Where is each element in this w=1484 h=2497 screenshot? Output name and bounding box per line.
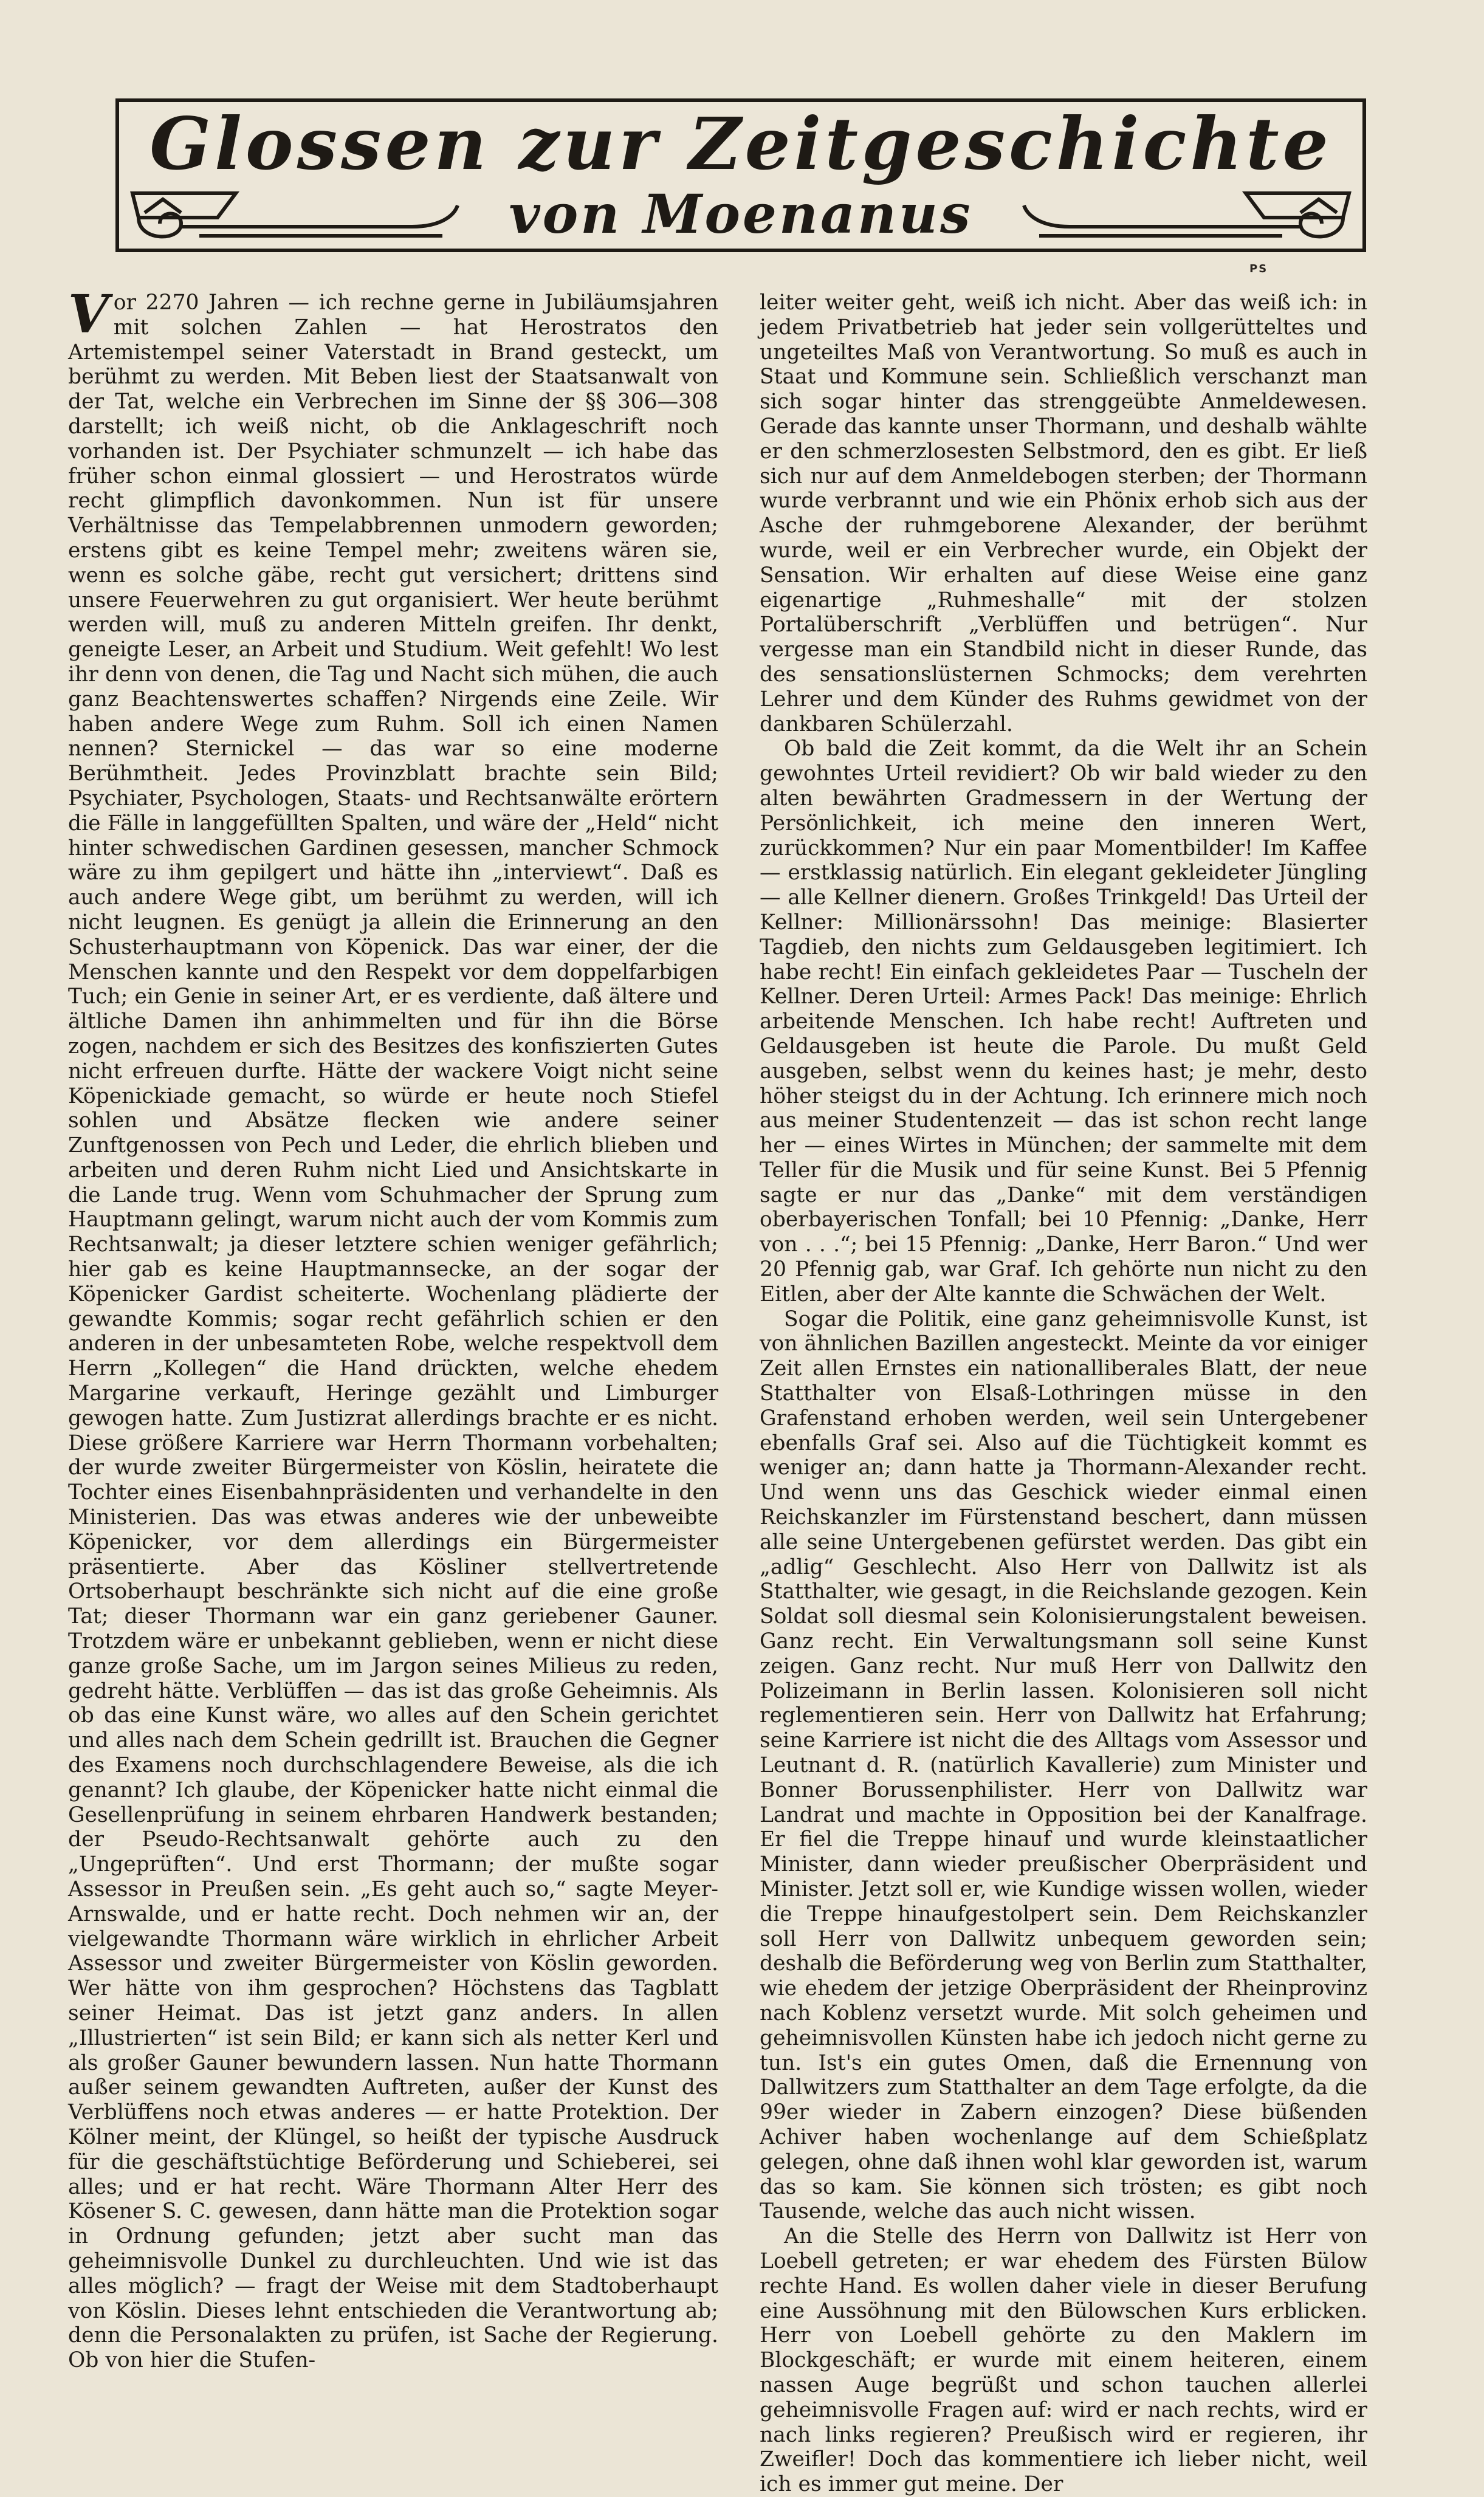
paragraph (68, 284, 718, 2373)
paragraph: Sogar die Politik, eine ganz geheimnisvolle Kunst, ist von ähnlichen Bazillen angesteckt. Meinte da vor einiger Zeit allen Ernstes ein nationalliberales Blatt, der neue Statthalter von Elsaß-Lothringen müsse in den Grafenstand erhoben werden, weil sein Untergebener ebenfalls Graf sei. Also auf die Tüchtigkeit kommt es weniger an; dann hatte ja Thormann-Alexander recht. Und wenn uns das Geschick wieder einmal einen Reichskanzler im Fürstenstand beschert, dann müssen alle seine Untergebenen gefürstet werden. Das gibt ein „adlig“ Geschlecht. Also Herr von Dallwitz ist als Statthalter, wie gesagt, in die Reichslande gezogen. Kein Soldat soll diesmal sein Kolonisierungstalent beweisen. Ganz recht. Ein Verwaltungsmann soll seine Kunst zeigen. Ganz recht. Nur muß Herr von Dallwitz den Polizeimann in Berlin lassen. Kolonisieren soll nicht reglementieren sein. Herr von Dallwitz hat Erfahrung; seine Karriere ist nicht die des Alltags vom Assessor und Leutnant d. R. (natürlich Kavallerie) zum Minister und Bonner Borussenphilister. Herr von Dallwitz war Landrat und machte in Opposition bei der Kanalfrage. Er fiel die Treppe hinauf und wurde kleinstaatlicher Minister, dann wieder preußischer Oberpräsident und Minister. Jetzt soll er, wie Kundige wissen wollen, wieder die Treppe hinaufgestolpert sein. Dem Reichskanzler soll Herr von Dallwitz unbequem geworden sein; deshalb die Beförderung weg von Berlin zum Statthalter, wie ehedem der jetzige Oberpräsident der Rheinprovinz nach Koblenz versetzt wurde. Mit solch geheimen und geheimnisvollen Künsten habe ich jedoch nicht gerne zu tun. Ist's ein gutes Omen, daß die Ernennung von Dallwitzers zum Statthalter an dem Tage erfolgte, da die 99er wieder in Zabern einzogen? Diese büßenden Achiver haben wochenlange auf dem Schießplatz gelegen, ohne daß ihnen wohl klar geworden ist, warum das so kam. Sie können sich trösten; es gibt noch Tausende, welche das auch nicht wissen. (760, 1307, 1367, 2224)
paragraph: Ob bald die Zeit kommt, da die Welt ihr an Schein gewohntes Urteil revidiert? Ob wir bald wieder zu den alten bewährten Gradmessern in der Wertung der Persönlichkeit, ich meine den inneren Wert, zurückkommen? Nur ein paar Momentbilder! Im Kaffee — erstklassig natürlich. Ein elegant gekleideter Jüngling — alle Kellner dienern. Großes Trinkgeld! Das Urteil der Kellner: Millionärssohn! Das meinige: Blasierter Tagdieb, den nichts zum Geldausgeben legitimiert. Ich habe recht! Ein einfach gekleidetes Paar — Tuscheln der Kellner. Deren Urteil: Armes Pack! Das meinige: Ehrlich arbeitende Menschen. Ich habe recht! Auftreten und Geldausgeben ist heute die Parole. Du mußt Geld ausgeben, selbst wenn du keines hast; je mehr, desto höher steigst du in der Achtung. Ich erinnere mich noch aus meiner Studentenzeit — das ist schon recht lange her — eines Wirtes in München; der sammelte mit dem Teller für die Musik und für seine Kunst. Bei 5 Pfennig sagte er nur das „Danke“ mit dem verständigen oberbayerischen Tonfall; bei 10 Pfennig: „Danke, Herr von . . .“; bei 15 Pfennig: „Danke, Herr Baron.“ Und wer 20 Pfennig gab, war Graf. Ich gehörte nun nicht zu den Eitlen, aber der Alte kannte die Schwächen der Welt. (760, 737, 1367, 1307)
article-column-left (68, 284, 718, 2373)
paragraph: An die Stelle des Herrn von Dallwitz ist Herr von Loebell getreten; er war ehedem des Fürsten Bülow rechte Hand. Es wollen daher viele in dieser Berufung eine Aussöhnung mit den Bülowschen Kurs erblicken. Herr von Loebell gehörte zu den Maklern im Blockgeschäft; er wurde mit einem heiteren, einem nassen Auge begrüßt und schon tauchen allerlei geheimnisvolle Fragen auf: wird er nach rechts, wird er nach links regieren? Preußisch wird er regieren, ihr Zweifler! Doch das kommentiere ich lieber nicht, weil ich es immer gut meine. Der (760, 2224, 1367, 2497)
paragraph: leiter weiter geht, weiß ich nicht. Aber das weiß ich: in jedem Privatbetrieb hat jeder sein vollgerütteltes und ungeteiltes Maß von Verantwortung. So muß es auch in Staat und Kommune sein. Schließlich verschanzt man sich sogar hinter das strenggeübte Anmeldewesen. Gerade das kannte unser Thormann, und deshalb wählte er den schmerzlosesten Selbstmord, den es gibt. Er ließ sich nur auf dem Anmeldebogen sterben; der Thormann wurde verbrannt und wie ein Phönix erhob sich aus der Asche der ruhmgeborene Alexander, der berühmt wurde, weil er ein Verbrecher wurde, ein Objekt der Sensation. Wir erhalten auf diese Weise eine ganz eigenartige „Ruhmeshalle“ mit der stolzen Portalüberschrift „Verblüffen und betrügen“. Nur vergesse man ein Standbild nicht in dieser Runde, das des sensationslüsternen Schmocks; dem verehrten Lehrer und dem Künder des Ruhms gewidmet von der dankbaren Schülerzahl. (760, 290, 1367, 737)
scroll-ornament-left-icon (126, 181, 467, 248)
masthead-title: Glossen zur Zeitgeschichte (149, 101, 1332, 186)
paragraph-text: or 2270 Jahren — ich rechne gerne in Jubiläumsjahren mit solchen Zahlen — hat Herostratos den Artemistempel seiner Vaterstadt in Brand gesteckt, um berühmt zu werden. Mit Beben liest der Staatsanwalt von der Tat, welche ein Verbrechen im Sinne der §§ 306—308 darstellt; ich weiß nicht, ob die Anklageschrift noch vorhanden ist. Der Psychiater schmunzelt — ich habe das früher schon einmal glossiert — und Herostratos würde recht glimpflich davonkommen. Nun ist für unsere Verhältnisse das Tempelabbrennen unmodern geworden; erstens gibt es keine Tempel mehr; zweitens wären sie, wenn es solche gäbe, recht gut versichert; drittens sind unsere Feuerwehren zu gut organisiert. Wer heute berühmt werden will, muß zu anderen Mitteln greifen. Ihr denkt, geneigte Leser, an Arbeit und Studium. Weit gefehlt! Wo lest ihr denn von denen, die Tag und Nacht sich mühen, die auch ganz Beachtenswertes schaffen? Nirgends eine Zeile. Wir haben andere Wege zum Ruhm. Soll ich einen Namen nennen? Sternickel — das war so eine moderne Berühmtheit. Jedes Provinzblatt brachte sein Bild; Psychiater, Psychologen, Staats- und Rechtsanwälte erörtern die Fälle in langgefüllten Spalten, und wäre der „Held“ nicht hinter schwedischen Gardinen gesessen, mancher Schmock wäre zu ihm gepilgert und hätte ihn „interviewt“. Daß es auch andere Wege gibt, um berühmt zu werden, will ich nicht leugnen. Es genügt ja allein die Erinnerung an den Schusterhauptmann von Köpenick. Das war einer, der die Menschen kannte und den Respekt vor dem doppelfarbigen Tuch; ein Genie in seiner Art, er es verdiente, daß ältere und ältliche Damen ihn anhimmelten und für ihn die Börse zogen, nachdem er sich des Besitzes des konfiszierten Gutes nicht erfreuen durfte. Hätte der wackere Voigt nicht seine Köpenickiade gemacht, so würde er heute noch Stiefel sohlen und Absätze flecken wie andere seiner Zunftgenossen von Pech und Leder, die ehrlich blieben und arbeiten und deren Ruhm nicht Lied und Ansichtskarte in die Lande trug. Wenn vom Schuhmacher der Sprung zum Hauptmann gelingt, warum nicht auch der vom Kommis zum Rechtsanwalt; ja dieser letztere schien weniger gefährlich; hier gab es keine Hauptmannsecke, an der sogar der Köpenicker Gardist scheiterte. Wochenlang plädierte der gewandte Kommis; sogar recht gefährlich schien er den anderen in der unbesamteten Robe, welche respektvoll dem Herrn „Kollegen“ die Hand drückten, welche ehedem Margarine verkauft, Heringe gezählt und Limburger gewogen hatte. Zum Justizrat allerdings brachte er es nicht. Diese größere Karriere war Herrn Thormann vorbehalten; der wurde zweiter Bürgermeister von Köslin, heiratete die Tochter eines Eisenbahnpräsidenten und verhandelte in den Ministerien. Das was etwas anderes wie der unbeweibte Köpenicker, vor dem allerdings ein Bürgermeister präsentierte. Aber das Kösliner stellvertretende Ortsoberhaupt beschränkte sich nicht auf die eine große Tat; dieser Thormann war ein ganz geriebener Gauner. Trotzdem wäre er unbekannt geblieben, wenn er nicht diese ganze große Sache, um im Jargon seines Milieus zu reden, gedreht hätte. Verblüffen — das ist das große Geheimnis. Als ob das eine Kunst wäre, wo alles auf den Schein gerichtet und alles nach dem Schein gedrillt ist. Brauchen die Gegner des Examens noch durchschlagendere Beweise, als die ich genannt? Ich glaube, der Köpenicker hatte nicht einmal die Gesellenprüfung in seinem ehrbaren Handwerk bestanden; der Pseudo-Rechtsanwalt gehörte auch zu den „Ungeprüften“. Und erst Thormann; der mußte sogar Assessor in Preußen sein. „Es geht auch so,“ sagte Meyer-Arnswalde, und er hatte recht. Doch nehmen wir an, der vielgewandte Thormann wäre wirklich in ehrlicher Arbeit Assessor und zweiter Bürgermeister von Köslin geworden. Wer hätte von ihm gesprochen? Höchstens das Tagblatt seiner Heimat. Das ist jetzt ganz anders. In allen „Illustrierten“ ist sein Bild; er kann sich als netter Kerl und als großer Gauner bewundern lassen. Nun hatte Thormann außer seinem gewandten Auftreten, außer der Kunst des Verblüffens noch etwas anderes — er hatte Protektion. Der Kölner meint, der Klüngel, so heißt der typische Ausdruck für die geschäftstüchtige Beförderung und Schieberei, sei alles; und er hat recht. Wäre Thormann Alter Herr des Kösener S. C. gewesen, dann hätte man die Protektion sogar in Ordnung gefunden; jetzt aber sucht man das geheimnisvolle Dunkel zu durchleuchten. Und wie ist das alles möglich? — fragt der Weise mit dem Stadtoberhaupt von Köslin. Dieses lehnt entschieden die Verantwortung ab; denn die Personalakten zu prüfen, ist Sache der Regierung. Ob von hier die Stufen- (68, 290, 718, 2373)
article-column-right (760, 290, 1367, 2497)
artist-monogram: PS (1249, 263, 1268, 275)
masthead-frame (115, 98, 1366, 252)
masthead-byline: von Moenanus (509, 182, 973, 246)
scroll-ornament-right-icon (1015, 181, 1355, 248)
dropcap-initial: V (68, 284, 109, 345)
